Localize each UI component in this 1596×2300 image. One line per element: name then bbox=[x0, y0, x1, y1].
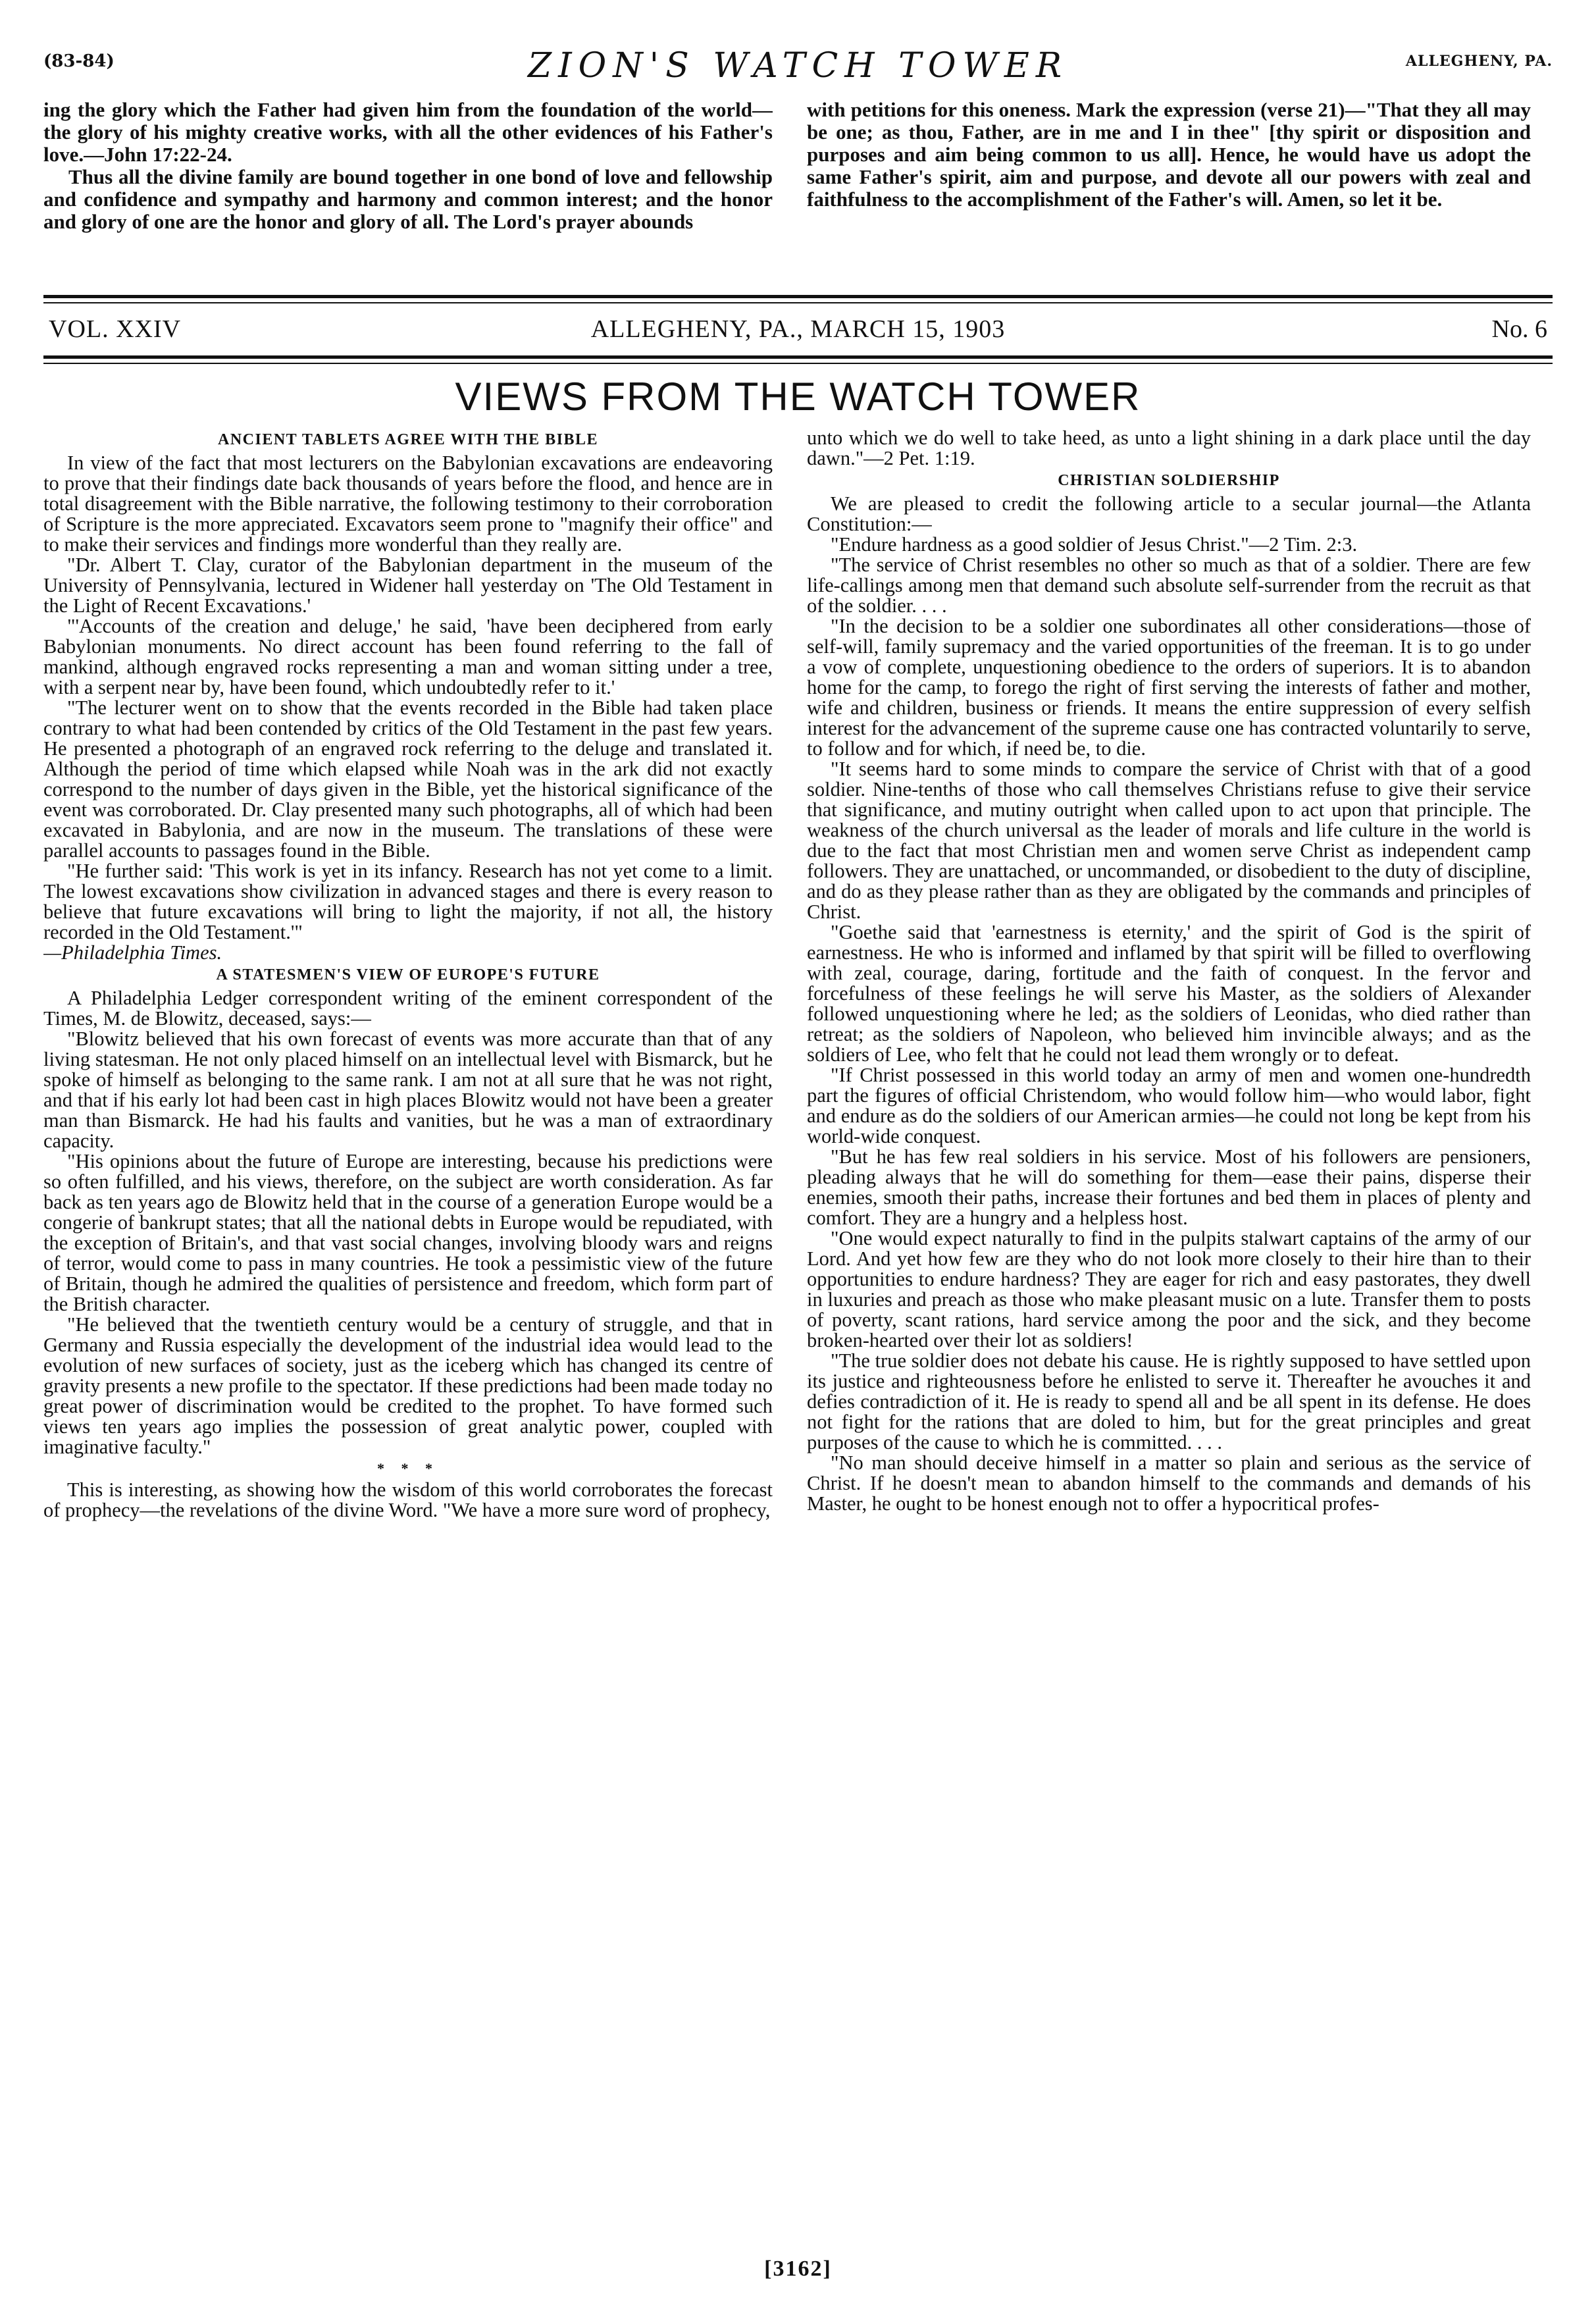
paragraph: A Philadelphia Ledger correspondent writing of the eminent correspondent of the Times, M. de Blowitz, deceased, says:— bbox=[43, 987, 773, 1030]
paragraph: Thus all the divine family are bound together in one bond of love and fellowship and confidence and sympathy and harmony and common interest; and the honor and glory of one are the honor and glory of all. The Lord's prayer abounds bbox=[43, 165, 773, 233]
header-location: ALLEGHENY, PA. bbox=[1405, 53, 1553, 70]
rule-divider bbox=[43, 363, 1553, 364]
paragraph: "In the decision to be a soldier one subordinates all other considerations—those of self-will, family supremacy and the varied opportunities of the freeman. It is to go under a vow of complete, unquestioning obedience to the orders of superiors. It is to abandon home for the camp, to forego the right of first serving the interests of father and mother, wife and children, business or friends. It means the entire suppression of every selfish interest for the advancement of the supreme cause one has contracted voluntarily to serve, to follow and for which, if need be, to die. bbox=[807, 615, 1531, 760]
issue-line bbox=[49, 315, 1547, 352]
paragraph: "His opinions about the future of Europe are interesting, because his predictions were so often fulfilled, and his views, therefore, on the subject are worth consideration. As far back as ten years ago de Blowitz held that in the course of a generation Europe would be a congerie of bankrupt states; that all the national debts in Europe would be repudiated, with the exception of Britain's, and that vast social changes, involving bloody wars and reigns of terror, would come to pass in many countries. He took a pessimistic view of the future of Britain, though he admired the qualities of persistence and freedom, which form part of the British character. bbox=[43, 1150, 773, 1315]
paragraph: "One would expect naturally to find in the pulpits stalwart captains of the army of our Lord. And yet how few are they who do not look more closely to their hire than to their opportunities to endure hardness? They are eager for rich and easy pastorates, they dwell in luxuries and preach as those who make pleasant music on a lute. Transfer them to posts of poverty, scant rations, hard service among the poor and the sick, and they become broken-hearted over their lot as soldiers! bbox=[807, 1227, 1531, 1351]
place-date: ALLEGHENY, PA., MARCH 15, 1903 bbox=[590, 315, 1006, 343]
journal-title: ZION'S WATCH TOWER bbox=[527, 46, 1069, 86]
issue-number: No. 6 bbox=[1491, 315, 1547, 343]
rule-divider bbox=[43, 355, 1553, 359]
section-break-stars: * * * bbox=[377, 1460, 439, 1477]
paragraph: "The true soldier does not debate his cause. He is rightly supposed to have settled upon its justice and righteousness before he enlisted to serve it. Thereafter he avouches it and defies contradiction of it. He is ready to spend all and be all spent in its defense. He does not fight for the rations that are doled to him, but for the great principles and great purposes of the cause to which he is committed. . . . bbox=[807, 1349, 1531, 1453]
paragraph: "Blowitz believed that his own forecast of events was more accurate than that of any living statesman. He not only placed himself on an intellectual level with Bismarck, but he spoke of himself as belonging to the same rank. I am not at all sure that he was not right, and that if his early lot had been cast in high places Blowitz would not have been a greater man than Bismarck. He had his faults and vanities, but he was a man of extraordinary capacity. bbox=[43, 1028, 773, 1152]
paragraph: unto which we do well to take heed, as unto a light shining in a dark place until the day dawn."—2 Pet. 1:19. bbox=[807, 428, 1531, 469]
paragraph: We are pleased to credit the following article to a secular journal—the Atlanta Constitution:— bbox=[807, 492, 1531, 535]
paragraph: "Dr. Albert T. Clay, curator of the Babylonian department in the museum of the University of Pennsylvania, lectured in Widener hall yesterday on 'The Old Testament in the Light of Recent Excavations.' bbox=[43, 554, 773, 617]
running-header bbox=[43, 46, 1553, 92]
paragraph: "He believed that the twentieth century would be a century of struggle, and that in Germany and Russia especially the development of the industrial idea would lead to the evolution of new surfaces of society, just as the iceberg which has changed its centre of gravity presents a new profile to the spectator. If these predictions had been made today no great power of discrimination would be credited to the prophet. To have formed such views ten years ago implies the possession of great analytic power, coupled with imaginative faculty." bbox=[43, 1313, 773, 1458]
paragraph: "The lecturer went on to show that the events recorded in the Bible had taken place contrary to what had been contended by critics of the Old Testament in the past few years. He presented a photograph of an engraved rock referring to the deluge and translated it. Although the period of time which elapsed while Noah was in the ark did not exactly correspond to the number of days given in the Bible, yet the historical significance of the event was corroborated. Dr. Clay presented many such photographs, all of which had been excavated in Babylonia, and are now in the museum. The translations of these were parallel accounts to passages found in the Bible. bbox=[43, 696, 773, 862]
page-range: (83-84) bbox=[43, 51, 115, 71]
rule-divider bbox=[43, 302, 1553, 303]
paragraph: "Endure hardness as a good soldier of Jesus Christ."—2 Tim. 2:3. bbox=[831, 533, 1358, 556]
paragraph: "'Accounts of the creation and deluge,' he said, 'have been deciphered from early Babylonian monuments. No direct account has been found referring to the fall of mankind, although engraved rocks representing a man and woman sitting under a tree, with a serpent near by, have been found, which undoubtedly refer to it.' bbox=[43, 615, 773, 698]
left-column bbox=[43, 428, 773, 2238]
page-number: [3162] bbox=[764, 2257, 832, 2281]
paragraph: "He further said: 'This work is yet in its infancy. Research has not yet come to a limit. The lowest excavations show civilization in advanced stages and there is every reason to believe that future excavations will bring to light the majority, if not all, the history recorded in the Old Testament.'" bbox=[43, 860, 773, 943]
paragraph: "It seems hard to some minds to compare the service of Christ with that of a good soldier. Nine-tenths of those who call themselves Christians refuse to give their service that significance, and mutiny outright when called upon to act upon that principle. The weakness of the church universal as the leader of morals and life culture in the world is due to the fact that most Christian men and women serve Christ as independent camp followers. They are unattached, or uncommanded, or disobedient to the duty of discipline, and do as they please rather than as they are obligated by the commands and principles of Christ. bbox=[807, 758, 1531, 923]
paragraph: with petitions for this oneness. Mark the expression (verse 21)—"That they all may be one; as thou, Father, are in me and I in thee" [thy spirit or disposition and purposes and aim being common to us all]. Hence, he would have us adopt the same Father's spirit, aim and purpose, and devote all our powers with zeal and faithfulness to the accomplishment of the Father's will. Amen, so let it be. bbox=[807, 99, 1531, 211]
source-credit: —Philadelphia Times. bbox=[43, 941, 222, 964]
section-heading: A STATESMEN'S VIEW OF EUROPE'S FUTURE bbox=[216, 966, 600, 983]
section-heading: ANCIENT TABLETS AGREE WITH THE BIBLE bbox=[218, 431, 598, 448]
section-heading: CHRISTIAN SOLDIERSHIP bbox=[1058, 472, 1280, 489]
paragraph: "But he has few real soldiers in his service. Most of his followers are pensioners, pleading always that he will do something for them—ease their pains, disperse their enemies, smooth their paths, increase their fortunes and bed them in places of plenty and comfort. They are a hungry and a helpless host. bbox=[807, 1145, 1531, 1229]
paragraph: "If Christ possessed in this world today an army of men and women one-hundredth part the figures of official Christendom, who would follow him—who would labor, fight and endure as do the soldiers of our American armies—he could not long be kept from his world-wide conquest. bbox=[807, 1064, 1531, 1147]
article-title: VIEWS FROM THE WATCH TOWER bbox=[455, 375, 1141, 419]
paragraph: ing the glory which the Father had given him from the foundation of the world—the glory of his mighty creative works, with all the other evidences of his Father's love.—John 17:22-24. bbox=[43, 99, 773, 166]
right-column bbox=[807, 428, 1531, 2238]
paragraph: This is interesting, as showing how the wisdom of this world corroborates the forecast of prophecy—the revelations of the divine Word. "We have a more sure word of prophecy, bbox=[43, 1478, 773, 1521]
paragraph: "No man should deceive himself in a matter so plain and serious as the service of Christ. If he doesn't mean to abandon himself to the commands and demands of his Master, he ought to be honest enough not to offer a hypocritical profes- bbox=[807, 1451, 1531, 1515]
top-continuation-right bbox=[807, 99, 1531, 290]
rule-divider bbox=[43, 295, 1553, 298]
volume-label: VOL. XXIV bbox=[49, 315, 182, 343]
paragraph: In view of the fact that most lecturers on the Babylonian excavations are endeavoring to prove that their findings date back thousands of years before the flood, and hence are in total disagreement with the Bible narrative, the following testimony to their corroboration of Scripture is the more appreciated. Excavators seem prone to "magnify their office" and to make their services and findings more wonderful than they really are. bbox=[43, 452, 773, 556]
top-continuation-left bbox=[43, 99, 773, 290]
paragraph: "The service of Christ resembles no other so much as that of a soldier. There are few life-callings among men that demand such absolute self-surrender from the recruit as that of the soldier. . . . bbox=[807, 554, 1531, 617]
paragraph: "Goethe said that 'earnestness is eternity,' and the spirit of God is the spirit of earnestness. He who is informed and inflamed by that spirit will be filled to overflowing with zeal, courage, daring, fortitude and the faith of conquest. In the fervor and forcefulness of these feelings he will serve his Master, as the soldiers of Alexander followed unquestioning where he led; as the soldiers of Leonidas, who died rather than retreat; as the soldiers of Napoleon, who believed him invincible always; and as the soldiers of Lee, who felt that he could not lead them wrongly or to defeat. bbox=[807, 921, 1531, 1066]
